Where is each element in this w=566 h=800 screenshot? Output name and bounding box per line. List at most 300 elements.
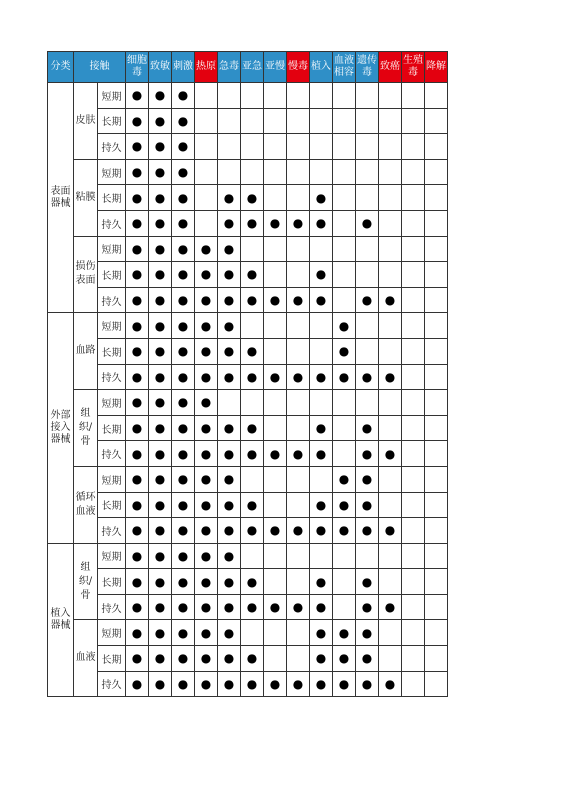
required-dot: ●	[218, 543, 241, 569]
required-dot: ●	[126, 594, 149, 620]
header-test-label: 热原	[196, 61, 216, 72]
required-dot: ●	[172, 338, 195, 364]
empty-cell	[425, 646, 448, 672]
required-dot: ●	[149, 236, 172, 262]
required-dot: ●	[287, 287, 310, 313]
required-dot: ●	[195, 313, 218, 339]
empty-cell	[264, 185, 287, 211]
duration-label: 持久	[98, 364, 126, 390]
empty-cell	[287, 134, 310, 160]
duration-label: 持久	[98, 441, 126, 467]
required-dot: ●	[172, 441, 195, 467]
required-dot: ●	[149, 210, 172, 236]
required-dot: ●	[149, 108, 172, 134]
empty-cell	[402, 390, 425, 416]
empty-cell	[264, 262, 287, 288]
header-test-10	[356, 52, 379, 83]
header-test-2	[172, 52, 195, 83]
required-dot: ●	[172, 185, 195, 211]
table-row	[48, 83, 448, 109]
empty-cell	[379, 185, 402, 211]
empty-cell	[241, 134, 264, 160]
empty-cell	[310, 159, 333, 185]
empty-cell	[402, 364, 425, 390]
table-row	[48, 236, 448, 262]
required-dot: ●	[356, 594, 379, 620]
required-dot: ●	[241, 518, 264, 544]
required-dot: ●	[218, 210, 241, 236]
duration-label: 持久	[98, 671, 126, 697]
required-dot: ●	[172, 287, 195, 313]
empty-cell	[218, 159, 241, 185]
required-dot: ●	[264, 210, 287, 236]
empty-cell	[310, 390, 333, 416]
empty-cell	[287, 262, 310, 288]
empty-cell	[310, 108, 333, 134]
required-dot: ●	[310, 620, 333, 646]
empty-cell	[264, 466, 287, 492]
required-dot: ●	[126, 415, 149, 441]
empty-cell	[241, 620, 264, 646]
duration-label: 长期	[98, 108, 126, 134]
table-row	[48, 390, 448, 416]
table-row	[48, 313, 448, 339]
required-dot: ●	[310, 646, 333, 672]
duration-label: 持久	[98, 518, 126, 544]
empty-cell	[241, 313, 264, 339]
empty-cell	[425, 543, 448, 569]
required-dot: ●	[264, 671, 287, 697]
empty-cell	[402, 287, 425, 313]
duration-label: 长期	[98, 646, 126, 672]
empty-cell	[287, 466, 310, 492]
empty-cell	[379, 313, 402, 339]
required-dot: ●	[195, 287, 218, 313]
required-dot: ●	[241, 671, 264, 697]
empty-cell	[333, 390, 356, 416]
empty-cell	[287, 236, 310, 262]
header-test-label: 致敏	[150, 61, 170, 72]
header-row	[48, 52, 448, 83]
required-dot: ●	[172, 313, 195, 339]
empty-cell	[287, 646, 310, 672]
required-dot: ●	[149, 338, 172, 364]
empty-cell	[356, 390, 379, 416]
empty-cell	[264, 492, 287, 518]
empty-cell	[333, 83, 356, 109]
required-dot: ●	[218, 492, 241, 518]
duration-label: 长期	[98, 185, 126, 211]
table-row	[48, 210, 448, 236]
required-dot: ●	[126, 313, 149, 339]
required-dot: ●	[310, 415, 333, 441]
table-row	[48, 185, 448, 211]
contact-group-label: 血路	[74, 313, 98, 390]
header-test-label: 血液相容	[334, 55, 354, 78]
required-dot: ●	[218, 646, 241, 672]
required-dot: ●	[356, 518, 379, 544]
empty-cell	[287, 543, 310, 569]
empty-cell	[310, 338, 333, 364]
required-dot: ●	[149, 671, 172, 697]
required-dot: ●	[333, 620, 356, 646]
empty-cell	[402, 313, 425, 339]
required-dot: ●	[310, 671, 333, 697]
header-test-label: 细胞毒	[127, 55, 147, 78]
table-row	[48, 466, 448, 492]
required-dot: ●	[126, 338, 149, 364]
empty-cell	[356, 185, 379, 211]
header-test-label: 植入	[311, 61, 331, 72]
empty-cell	[195, 108, 218, 134]
required-dot: ●	[126, 466, 149, 492]
empty-cell	[402, 646, 425, 672]
empty-cell	[402, 159, 425, 185]
empty-cell	[241, 83, 264, 109]
header-test-5	[241, 52, 264, 83]
empty-cell	[425, 594, 448, 620]
empty-cell	[379, 210, 402, 236]
empty-cell	[264, 620, 287, 646]
empty-cell	[195, 210, 218, 236]
empty-cell	[402, 671, 425, 697]
empty-cell	[425, 466, 448, 492]
empty-cell	[356, 543, 379, 569]
required-dot: ●	[218, 518, 241, 544]
empty-cell	[264, 390, 287, 416]
empty-cell	[333, 415, 356, 441]
evaluation-matrix-table	[47, 51, 448, 697]
required-dot: ●	[310, 287, 333, 313]
empty-cell	[402, 492, 425, 518]
required-dot: ●	[356, 646, 379, 672]
empty-cell	[195, 185, 218, 211]
required-dot: ●	[172, 620, 195, 646]
required-dot: ●	[195, 415, 218, 441]
empty-cell	[425, 159, 448, 185]
required-dot: ●	[172, 108, 195, 134]
required-dot: ●	[333, 671, 356, 697]
required-dot: ●	[149, 415, 172, 441]
required-dot: ●	[356, 620, 379, 646]
header-test-label: 降解	[426, 61, 446, 72]
required-dot: ●	[241, 594, 264, 620]
empty-cell	[379, 466, 402, 492]
required-dot: ●	[195, 338, 218, 364]
empty-cell	[218, 108, 241, 134]
empty-cell	[379, 646, 402, 672]
required-dot: ●	[126, 620, 149, 646]
empty-cell	[402, 466, 425, 492]
required-dot: ●	[241, 492, 264, 518]
required-dot: ●	[126, 108, 149, 134]
table-row	[48, 518, 448, 544]
required-dot: ●	[126, 83, 149, 109]
required-dot: ●	[218, 338, 241, 364]
required-dot: ●	[172, 159, 195, 185]
empty-cell	[264, 83, 287, 109]
required-dot: ●	[218, 262, 241, 288]
required-dot: ●	[218, 671, 241, 697]
table-row	[48, 364, 448, 390]
required-dot: ●	[126, 236, 149, 262]
header-test-label: 遗传毒	[357, 55, 377, 78]
required-dot: ●	[195, 364, 218, 390]
required-dot: ●	[172, 569, 195, 595]
required-dot: ●	[333, 646, 356, 672]
duration-label: 持久	[98, 287, 126, 313]
table-row	[48, 492, 448, 518]
required-dot: ●	[356, 210, 379, 236]
required-dot: ●	[149, 518, 172, 544]
header-test-13	[425, 52, 448, 83]
required-dot: ●	[287, 594, 310, 620]
duration-label: 短期	[98, 620, 126, 646]
duration-label: 长期	[98, 415, 126, 441]
empty-cell	[310, 543, 333, 569]
required-dot: ●	[310, 364, 333, 390]
required-dot: ●	[195, 390, 218, 416]
required-dot: ●	[126, 134, 149, 160]
header-test-label: 慢毒	[288, 61, 308, 72]
empty-cell	[241, 543, 264, 569]
duration-label: 短期	[98, 390, 126, 416]
required-dot: ●	[379, 441, 402, 467]
required-dot: ●	[241, 185, 264, 211]
required-dot: ●	[310, 185, 333, 211]
header-test-0	[126, 52, 149, 83]
empty-cell	[379, 83, 402, 109]
contact-group-label: 组织/骨	[74, 543, 98, 620]
required-dot: ●	[126, 441, 149, 467]
table-row	[48, 108, 448, 134]
required-dot: ●	[126, 492, 149, 518]
required-dot: ●	[195, 441, 218, 467]
required-dot: ●	[172, 646, 195, 672]
header-test-label: 致癌	[380, 61, 400, 72]
required-dot: ●	[195, 543, 218, 569]
empty-cell	[264, 338, 287, 364]
empty-cell	[241, 159, 264, 185]
required-dot: ●	[241, 646, 264, 672]
required-dot: ●	[241, 210, 264, 236]
empty-cell	[333, 569, 356, 595]
empty-cell	[241, 236, 264, 262]
empty-cell	[379, 159, 402, 185]
duration-label: 短期	[98, 466, 126, 492]
empty-cell	[287, 390, 310, 416]
empty-cell	[333, 236, 356, 262]
required-dot: ●	[149, 262, 172, 288]
required-dot: ●	[218, 569, 241, 595]
empty-cell	[310, 236, 333, 262]
empty-cell	[264, 646, 287, 672]
empty-cell	[425, 415, 448, 441]
duration-label: 短期	[98, 159, 126, 185]
required-dot: ●	[195, 492, 218, 518]
empty-cell	[356, 262, 379, 288]
empty-cell	[425, 492, 448, 518]
empty-cell	[310, 466, 333, 492]
header-category: 分类	[48, 52, 74, 83]
required-dot: ●	[264, 594, 287, 620]
required-dot: ●	[126, 646, 149, 672]
required-dot: ●	[218, 185, 241, 211]
table-row	[48, 620, 448, 646]
empty-cell	[264, 313, 287, 339]
empty-cell	[356, 83, 379, 109]
empty-cell	[333, 108, 356, 134]
empty-cell	[333, 287, 356, 313]
required-dot: ●	[149, 646, 172, 672]
empty-cell	[425, 313, 448, 339]
contact-group-label: 组织/骨	[74, 390, 98, 467]
required-dot: ●	[356, 441, 379, 467]
required-dot: ●	[149, 441, 172, 467]
required-dot: ●	[172, 518, 195, 544]
empty-cell	[402, 518, 425, 544]
empty-cell	[402, 134, 425, 160]
required-dot: ●	[172, 236, 195, 262]
header-test-label: 生殖毒	[403, 55, 423, 78]
required-dot: ●	[310, 210, 333, 236]
empty-cell	[425, 569, 448, 595]
header-test-label: 亚慢	[265, 61, 285, 72]
required-dot: ●	[356, 287, 379, 313]
empty-cell	[356, 338, 379, 364]
required-dot: ●	[287, 671, 310, 697]
empty-cell	[425, 364, 448, 390]
required-dot: ●	[195, 620, 218, 646]
duration-label: 长期	[98, 492, 126, 518]
required-dot: ●	[172, 262, 195, 288]
required-dot: ●	[241, 415, 264, 441]
required-dot: ●	[379, 287, 402, 313]
required-dot: ●	[241, 364, 264, 390]
empty-cell	[264, 134, 287, 160]
required-dot: ●	[310, 262, 333, 288]
required-dot: ●	[149, 287, 172, 313]
empty-cell	[402, 262, 425, 288]
required-dot: ●	[149, 134, 172, 160]
header-test-1	[149, 52, 172, 83]
empty-cell	[379, 236, 402, 262]
required-dot: ●	[310, 594, 333, 620]
required-dot: ●	[310, 569, 333, 595]
required-dot: ●	[149, 313, 172, 339]
duration-label: 长期	[98, 262, 126, 288]
required-dot: ●	[333, 338, 356, 364]
contact-group-label: 损伤表面	[74, 236, 98, 313]
empty-cell	[287, 492, 310, 518]
table-row	[48, 569, 448, 595]
empty-cell	[264, 236, 287, 262]
required-dot: ●	[149, 492, 172, 518]
required-dot: ●	[264, 364, 287, 390]
required-dot: ●	[287, 441, 310, 467]
empty-cell	[379, 492, 402, 518]
empty-cell	[425, 236, 448, 262]
table-row	[48, 543, 448, 569]
required-dot: ●	[218, 441, 241, 467]
header-test-12	[402, 52, 425, 83]
header-test-label: 亚急	[242, 61, 262, 72]
required-dot: ●	[126, 518, 149, 544]
empty-cell	[287, 415, 310, 441]
contact-group-label: 血液	[74, 620, 98, 697]
empty-cell	[218, 390, 241, 416]
empty-cell	[402, 569, 425, 595]
empty-cell	[402, 441, 425, 467]
empty-cell	[425, 134, 448, 160]
empty-cell	[287, 620, 310, 646]
empty-cell	[333, 543, 356, 569]
required-dot: ●	[126, 569, 149, 595]
required-dot: ●	[218, 236, 241, 262]
empty-cell	[425, 210, 448, 236]
table-row	[48, 338, 448, 364]
required-dot: ●	[149, 569, 172, 595]
header-test-7	[287, 52, 310, 83]
required-dot: ●	[149, 594, 172, 620]
required-dot: ●	[172, 364, 195, 390]
required-dot: ●	[356, 569, 379, 595]
empty-cell	[356, 236, 379, 262]
empty-cell	[287, 159, 310, 185]
required-dot: ●	[195, 569, 218, 595]
required-dot: ●	[218, 287, 241, 313]
table-row	[48, 646, 448, 672]
required-dot: ●	[149, 185, 172, 211]
required-dot: ●	[264, 287, 287, 313]
required-dot: ●	[195, 236, 218, 262]
table-row	[48, 159, 448, 185]
header-test-8	[310, 52, 333, 83]
required-dot: ●	[264, 518, 287, 544]
required-dot: ●	[195, 594, 218, 620]
empty-cell	[425, 185, 448, 211]
empty-cell	[264, 569, 287, 595]
empty-cell	[379, 415, 402, 441]
table-row	[48, 134, 448, 160]
empty-cell	[218, 134, 241, 160]
category-label: 植入器械	[48, 543, 74, 697]
contact-group-label: 皮肤	[74, 83, 98, 160]
duration-label: 短期	[98, 236, 126, 262]
required-dot: ●	[333, 492, 356, 518]
required-dot: ●	[126, 210, 149, 236]
required-dot: ●	[172, 543, 195, 569]
empty-cell	[425, 671, 448, 697]
required-dot: ●	[195, 518, 218, 544]
required-dot: ●	[310, 441, 333, 467]
table-row	[48, 594, 448, 620]
empty-cell	[287, 338, 310, 364]
empty-cell	[287, 569, 310, 595]
empty-cell	[402, 415, 425, 441]
table-row	[48, 671, 448, 697]
required-dot: ●	[195, 262, 218, 288]
empty-cell	[356, 134, 379, 160]
duration-label: 短期	[98, 313, 126, 339]
contact-group-label: 粘膜	[74, 159, 98, 236]
header-test-label: 急毒	[219, 61, 239, 72]
required-dot: ●	[218, 415, 241, 441]
required-dot: ●	[218, 594, 241, 620]
required-dot: ●	[218, 364, 241, 390]
required-dot: ●	[356, 492, 379, 518]
required-dot: ●	[218, 620, 241, 646]
